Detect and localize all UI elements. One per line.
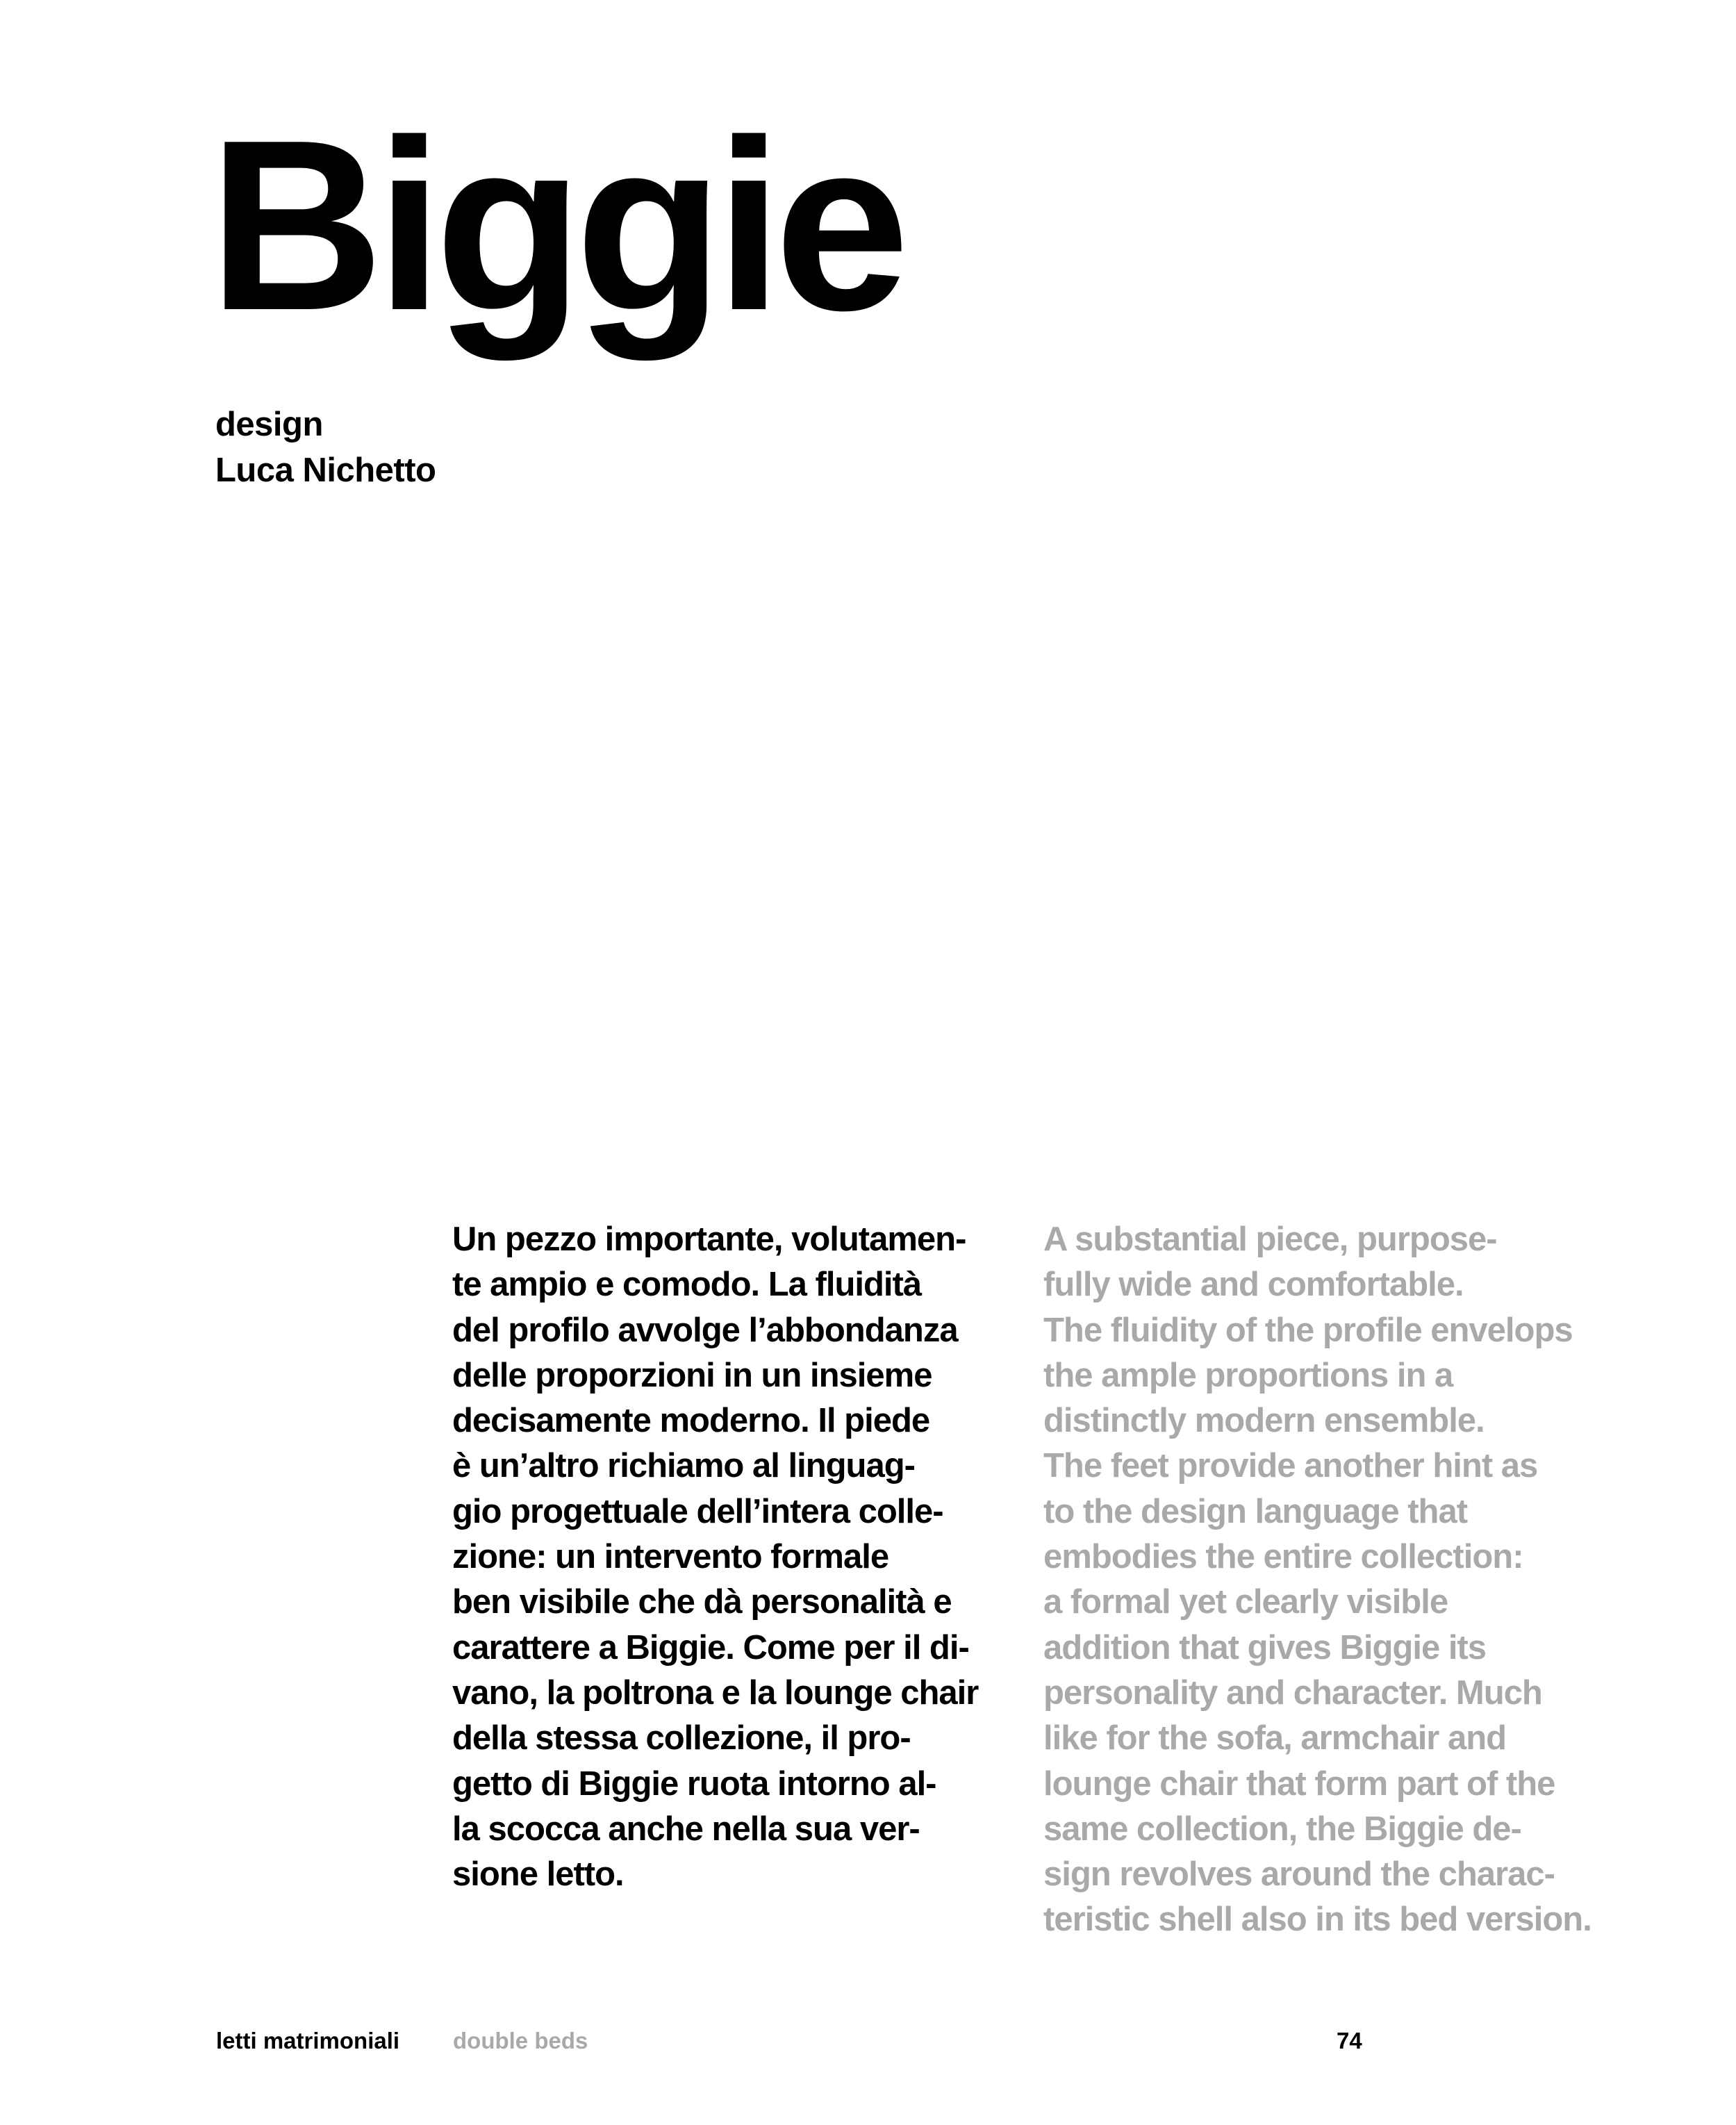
text-line: fully wide and comfortable. — [1043, 1266, 1464, 1304]
page-number: 74 — [1337, 2028, 1362, 2053]
text-line: Un pezzo importante, volutamen- — [452, 1221, 966, 1258]
text-line: gio progettuale dell’intera colle- — [452, 1492, 943, 1530]
text-line: del profilo avvolge l’abbondanza — [452, 1311, 958, 1349]
text-line: ben visibile che dà personalità e — [452, 1583, 952, 1621]
text-line: lounge chair that form part of the — [1043, 1764, 1555, 1803]
description-italian — [452, 1217, 1015, 1897]
text-line: distinctly modern ensemble. — [1043, 1402, 1485, 1440]
text-line: to the design language that — [1043, 1492, 1468, 1530]
text-line: same collection, the Biggie de- — [1043, 1810, 1521, 1848]
page-title: Biggie — [208, 90, 902, 361]
text-line: teristic shell also in its bed version. — [1043, 1901, 1592, 1939]
text-line: embodies the entire collection: — [1043, 1538, 1523, 1576]
text-line: della stessa collezione, il pro- — [452, 1719, 911, 1758]
text-line: la scocca anche nella sua ver- — [452, 1810, 920, 1848]
credits-label: design — [215, 406, 323, 443]
text-line: sione letto. — [452, 1855, 624, 1894]
description-english — [1043, 1217, 1641, 1943]
text-line: personality and character. Much — [1043, 1673, 1542, 1712]
text-line: the ample proportions in a — [1043, 1356, 1453, 1394]
footer-section-italian: letti matrimoniali — [216, 2028, 400, 2053]
text-line: è un’altro richiamo al linguag- — [452, 1447, 915, 1485]
text-line: addition that gives Biggie its — [1043, 1628, 1487, 1667]
text-line: A substantial piece, purpose- — [1043, 1221, 1497, 1258]
text-line: The fluidity of the profile envelops — [1043, 1311, 1573, 1349]
text-line: vano, la poltrona e la lounge chair — [452, 1673, 979, 1712]
text-line: te ampio e comodo. La fluidità — [452, 1266, 922, 1304]
text-line: a formal yet clearly visible — [1043, 1583, 1448, 1621]
text-line: like for the sofa, armchair and — [1043, 1719, 1507, 1758]
designer-name: Luca Nichetto — [215, 452, 436, 489]
text-line: getto di Biggie ruota intorno al- — [452, 1764, 936, 1803]
text-line: zione: un intervento formale — [452, 1538, 889, 1576]
text-line: decisamente moderno. Il piede — [452, 1402, 930, 1440]
design-credits — [215, 402, 436, 493]
text-line: The feet provide another hint as — [1043, 1447, 1538, 1485]
text-line: carattere a Biggie. Come per il di- — [452, 1628, 969, 1667]
footer-section-english: double beds — [453, 2028, 588, 2053]
text-line: delle proporzioni in un insieme — [452, 1356, 932, 1394]
text-line: sign revolves around the charac- — [1043, 1855, 1555, 1894]
